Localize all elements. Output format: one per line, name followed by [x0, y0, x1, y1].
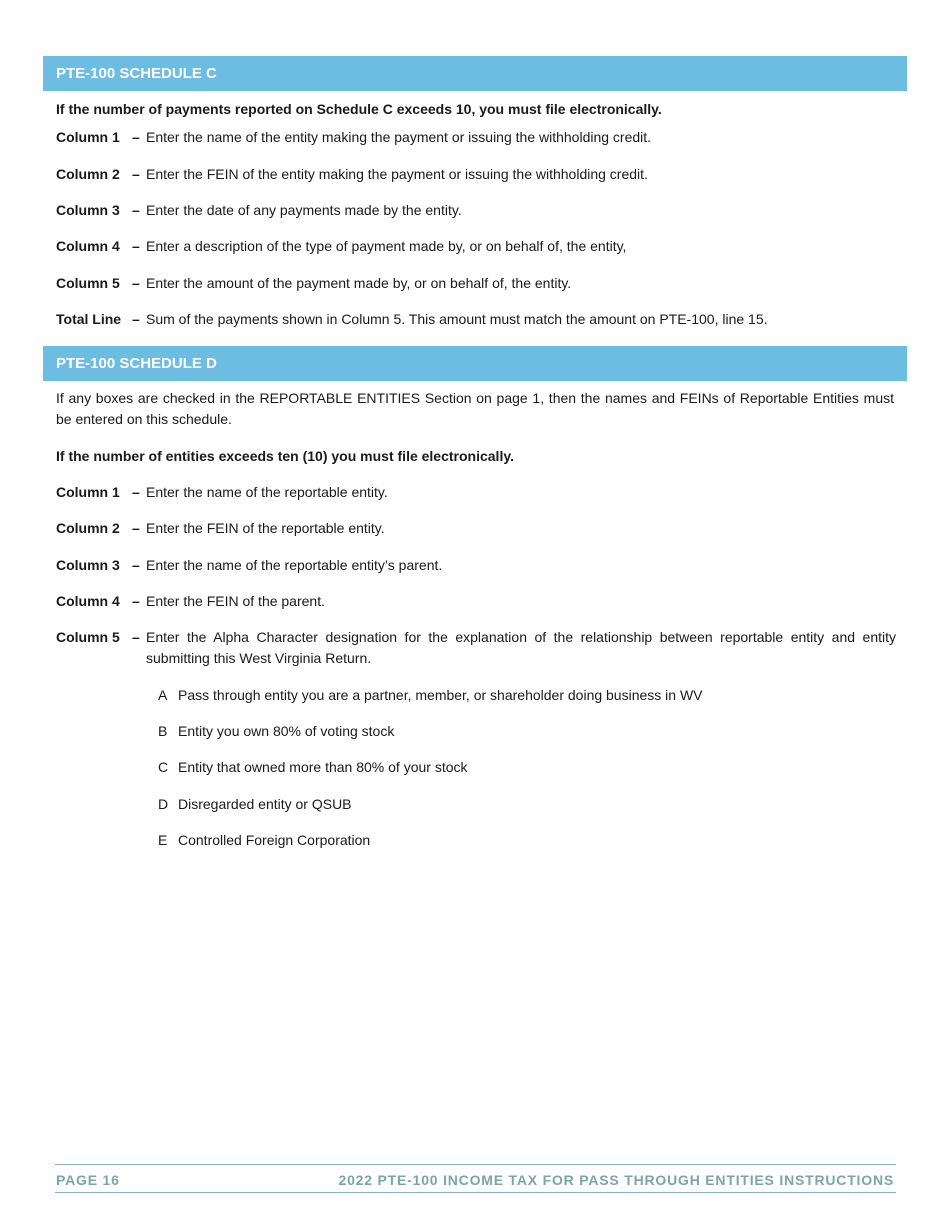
schedule-d-header	[43, 346, 907, 381]
row-label: Column 3	[56, 202, 120, 218]
schedule-c-column-2-row	[56, 164, 896, 185]
footer-page-number: PAGE 16	[56, 1172, 120, 1188]
schedule-c-header	[43, 56, 907, 91]
row-label: Column 1	[56, 484, 120, 500]
option-letter: B	[158, 723, 168, 739]
row-label: Column 5	[56, 275, 120, 291]
schedule-c-total-line-row	[56, 309, 896, 330]
row-text: Enter the name of the reportable entity’s parent.	[146, 557, 443, 573]
schedule-c-column-4-row	[56, 236, 896, 257]
schedule-d-column-5-row	[56, 627, 896, 669]
option-text: Pass through entity you are a partner, member, or shareholder doing business in WV	[178, 687, 703, 703]
relationship-option-b	[158, 721, 858, 742]
row-text: Enter the FEIN of the parent.	[146, 593, 325, 609]
row-dash: –	[132, 275, 140, 291]
row-dash: –	[132, 484, 140, 500]
row-dash: –	[132, 166, 140, 182]
option-letter: E	[158, 832, 168, 848]
row-label: Column 1	[56, 129, 120, 145]
footer-bottom-rule	[55, 1192, 896, 1193]
schedule-c-column-3-row	[56, 200, 896, 221]
option-text: Controlled Foreign Corporation	[178, 832, 371, 848]
option-text: Entity you own 80% of voting stock	[178, 723, 395, 739]
option-text: Entity that owned more than 80% of your stock	[178, 759, 468, 775]
row-label: Column 4	[56, 593, 120, 609]
relationship-option-c	[158, 757, 858, 778]
footer-top-rule	[55, 1164, 896, 1165]
row-text: Enter a description of the type of payment made by, or on behalf of, the entity,	[146, 238, 627, 254]
schedule-c-column-5-row	[56, 273, 896, 294]
row-text: Enter the name of the reportable entity.	[146, 484, 388, 500]
row-label: Column 5	[56, 629, 120, 645]
row-text: Enter the Alpha Character designation for the explanation of the relationship between reportable entity and entity submitting this West Virginia Return.	[146, 629, 896, 666]
option-letter: A	[158, 687, 168, 703]
row-text: Enter the date of any payments made by the entity.	[146, 202, 462, 218]
row-dash: –	[132, 520, 140, 536]
relationship-option-e	[158, 830, 858, 851]
schedule-d-notice: If the number of entities exceeds ten (10) you must file electronically.	[56, 448, 514, 464]
schedule-c-title: PTE-100 SCHEDULE C	[56, 65, 217, 82]
row-label: Column 4	[56, 238, 120, 254]
schedule-d-column-2-row	[56, 518, 896, 539]
schedule-d-title: PTE-100 SCHEDULE D	[56, 355, 217, 372]
schedule-c-column-1-row	[56, 127, 896, 148]
row-label: Column 2	[56, 520, 120, 536]
option-letter: C	[158, 759, 169, 775]
row-dash: –	[132, 129, 140, 145]
row-dash: –	[132, 238, 140, 254]
footer-document-title: 2022 PTE-100 INCOME TAX FOR PASS THROUGH ENTITIES INSTRUCTIONS	[338, 1172, 894, 1188]
schedule-c-notice: If the number of payments reported on Schedule C exceeds 10, you must file electronically.	[56, 101, 662, 117]
row-text: Enter the FEIN of the reportable entity.	[146, 520, 385, 536]
row-text: Enter the name of the entity making the payment or issuing the withholding credit.	[146, 129, 652, 145]
schedule-d-intro: If any boxes are checked in the REPORTABLE ENTITIES Section on page 1, then the names and FEINs of Reportable Entities must be entered on this schedule.	[56, 390, 894, 427]
schedule-d-column-1-row	[56, 482, 896, 503]
schedule-d-column-4-row	[56, 591, 896, 612]
row-dash: –	[132, 311, 140, 327]
option-text: Disregarded entity or QSUB	[178, 796, 352, 812]
relationship-option-a	[158, 685, 858, 706]
row-label: Column 3	[56, 557, 120, 573]
row-dash: –	[132, 202, 140, 218]
row-text: Sum of the payments shown in Column 5. This amount must match the amount on PTE-100, line 15.	[146, 311, 768, 327]
row-label: Column 2	[56, 166, 120, 182]
relationship-option-d	[158, 794, 858, 815]
row-dash: –	[132, 593, 140, 609]
option-letter: D	[158, 796, 169, 812]
schedule-d-column-3-row	[56, 555, 896, 576]
row-text: Enter the amount of the payment made by, or on behalf of, the entity.	[146, 275, 572, 291]
row-text: Enter the FEIN of the entity making the payment or issuing the withholding credit.	[146, 166, 648, 182]
row-dash: –	[132, 629, 140, 645]
row-label: Total Line	[56, 311, 122, 327]
row-dash: –	[132, 557, 140, 573]
